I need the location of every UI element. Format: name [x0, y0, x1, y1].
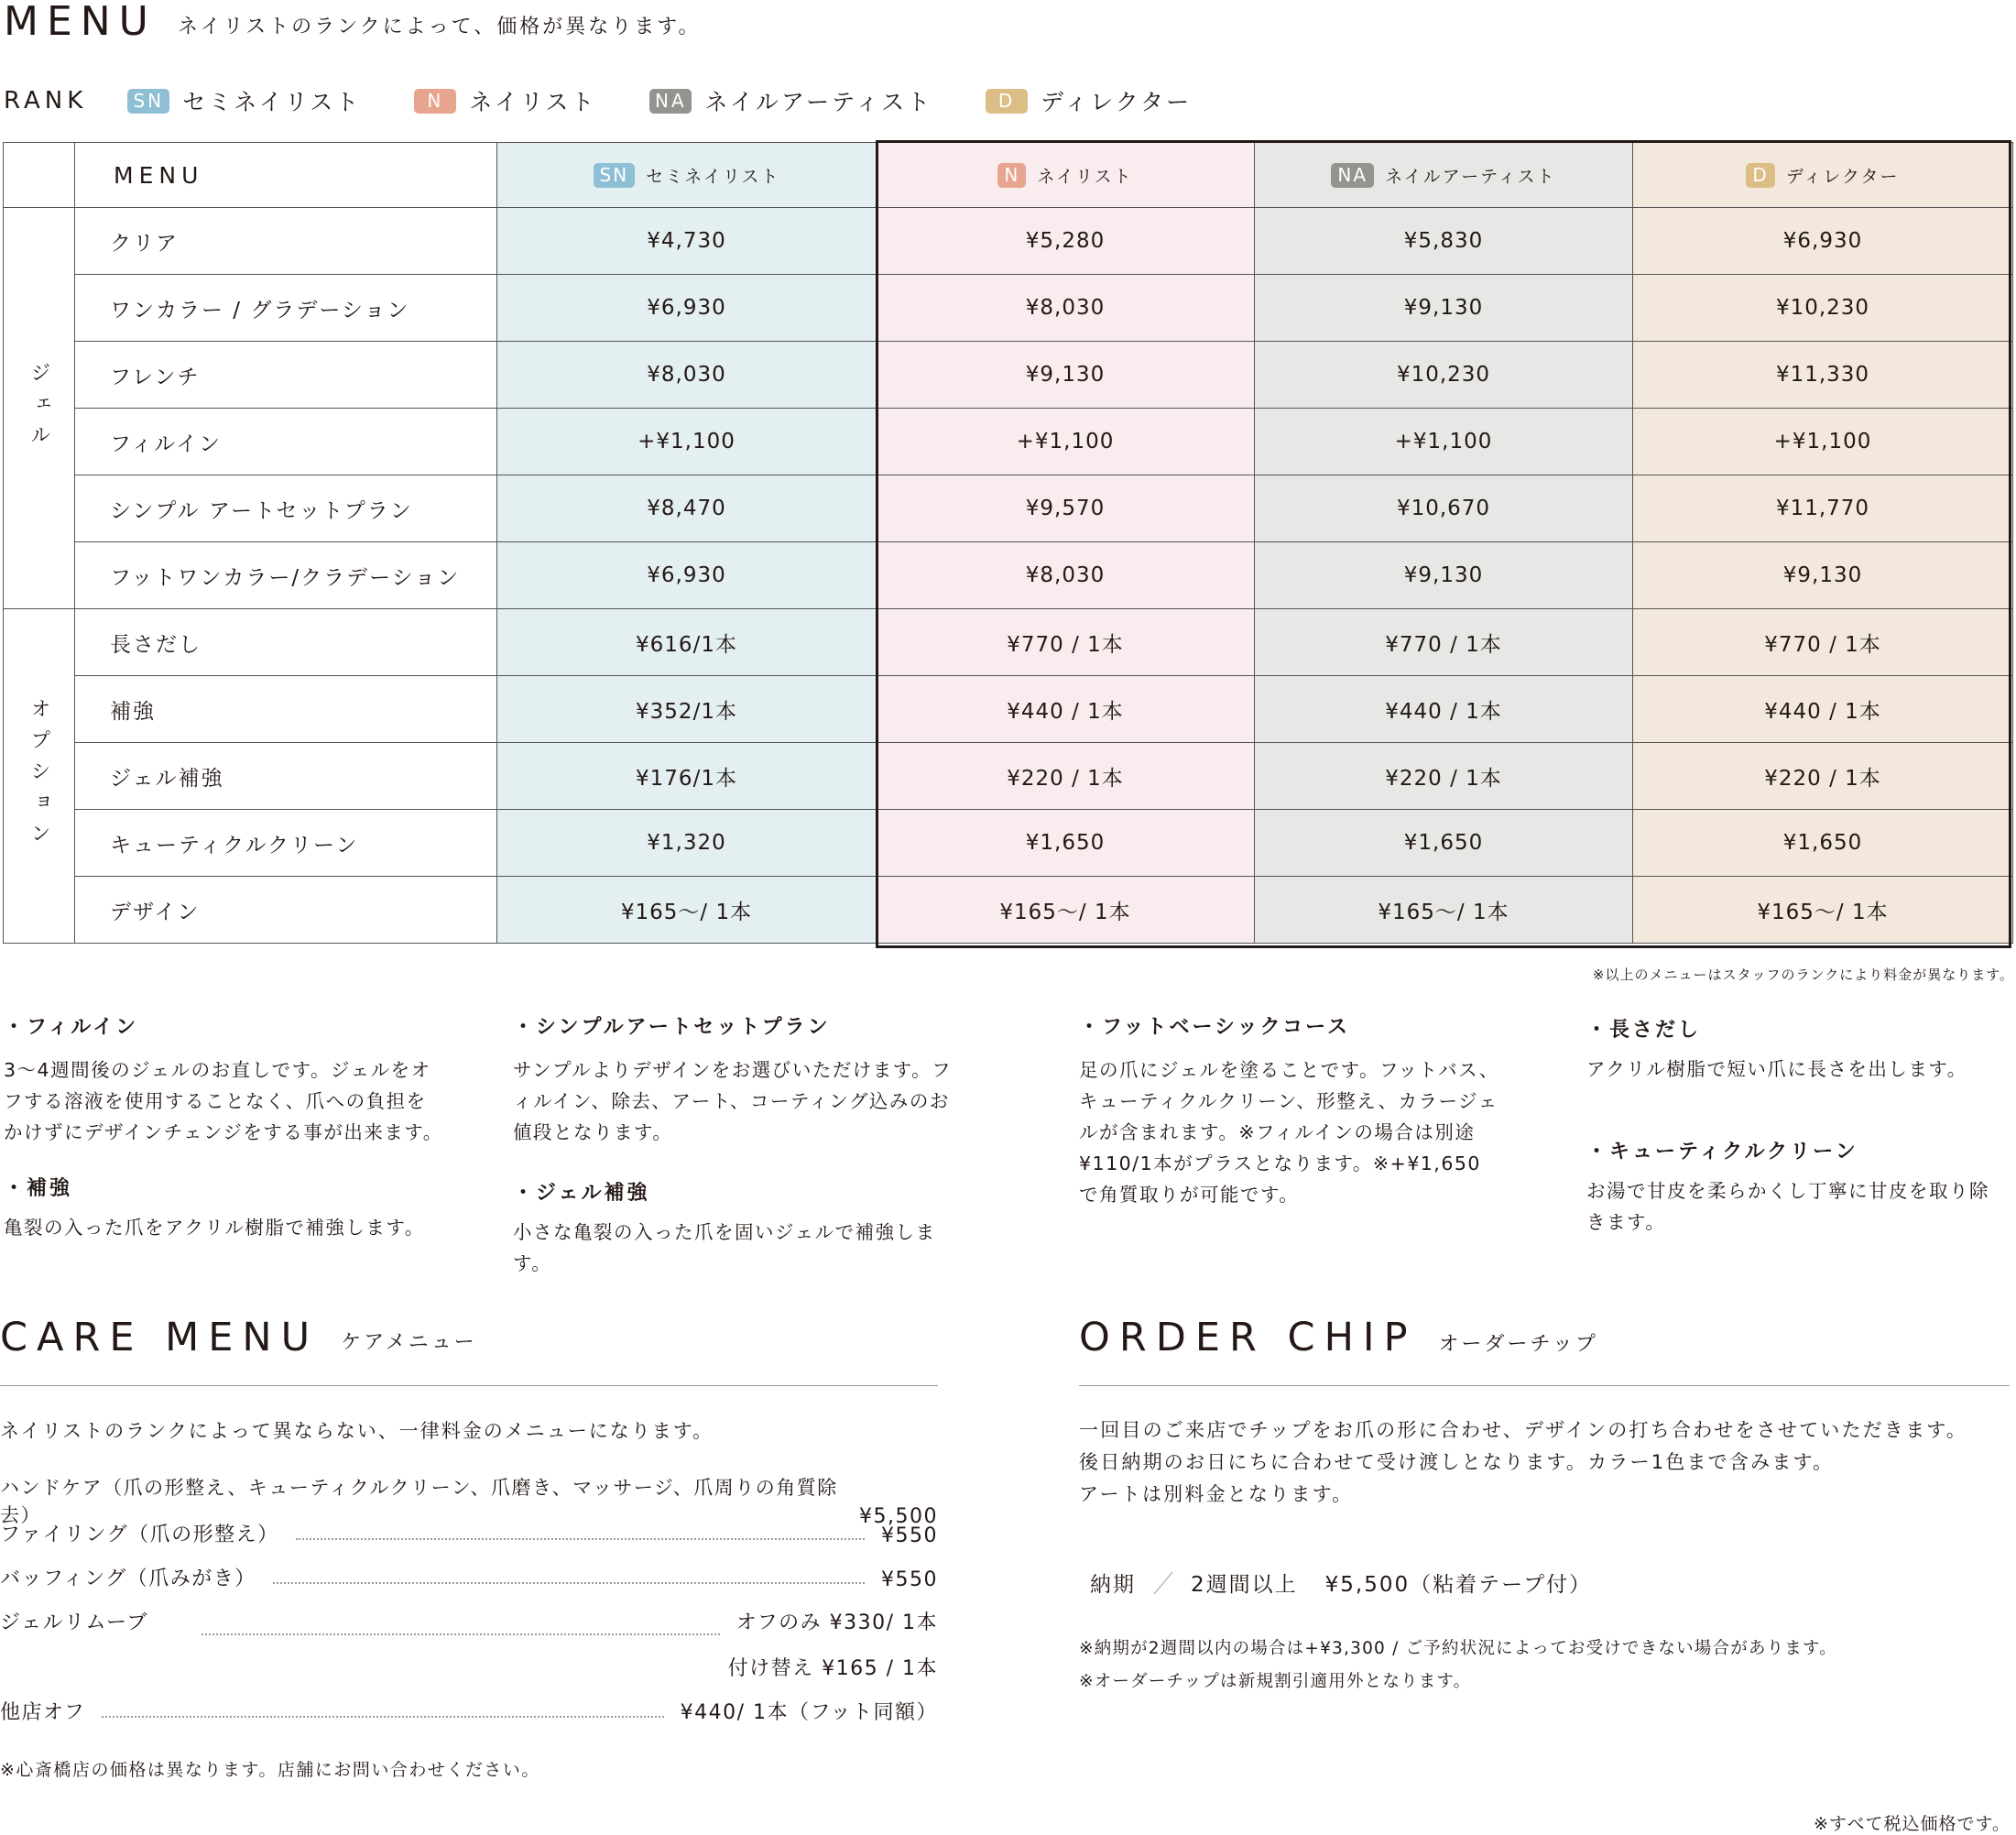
rank-badge-d: D	[986, 89, 1028, 114]
care-menu-intro: ネイリストのランクによって異ならない、一律料金のメニューになります。	[0, 1420, 714, 1442]
price-cell: ¥9,130	[877, 342, 1255, 409]
care-menu-title: CARE MENU	[0, 1315, 320, 1360]
care-item-gel-remove-replace	[0, 1653, 938, 1681]
care-item-price: ¥550	[881, 1568, 938, 1591]
desc-simple-art	[513, 1011, 953, 1148]
desc-text: 亀裂の入った爪をアクリル樹脂で補強します。	[4, 1217, 425, 1239]
rank-item-n	[414, 84, 596, 117]
price-cell: +¥1,100	[1255, 409, 1633, 475]
desc-text: 3～4週間後のジェルのお直しです。ジェルをオフする溶液を使用することなく、爪への負担をかけずにデザインチェンジをする事が出来ます。	[4, 1059, 443, 1143]
desc-title: ・補強	[4, 1177, 73, 1200]
care-item-price: オフのみ ¥330/ 1本	[736, 1611, 938, 1634]
price-cell: ¥11,770	[1633, 475, 2013, 542]
price-cell: ¥8,030	[877, 542, 1255, 609]
care-item-gel-remove	[0, 1607, 938, 1635]
column-label-sn: セミネイリスト	[646, 166, 780, 187]
care-item-buffing	[0, 1563, 938, 1591]
desc-text: 小さな亀裂の入った爪を固いジェルで補強します。	[513, 1221, 936, 1274]
care-menu-subtitle: ケアメニュー	[341, 1331, 477, 1354]
price-cell: ¥165～/ 1本	[497, 877, 877, 944]
desc-text: 足の爪にジェルを塗ることです。フットバス、キューティクルクリーン、形整え、カラージェルが含まれます。※フィルインの場合は別途¥110/1本がプラスとなります。※+¥1,650で角質取りが可能です。	[1079, 1059, 1499, 1206]
order-chip-heading	[1079, 1315, 1598, 1360]
rank-label: RANK	[4, 87, 88, 115]
menu-item-name: 長さだし	[75, 609, 497, 676]
menu-item-name: シンプル アートセットプラン	[75, 475, 497, 542]
care-item-price: ¥5,500	[859, 1505, 938, 1528]
price-cell: ¥8,030	[877, 275, 1255, 342]
price-cell: ¥220 / 1本	[877, 743, 1255, 810]
price-cell: ¥440 / 1本	[1633, 676, 2013, 743]
order-chip-notes	[1079, 1633, 1837, 1698]
column-badge-n: N	[997, 163, 1026, 188]
desc-text: サンプルよりデザインをお選びいただけます。フィルイン、除去、アート、コーティング込みのお値段となります。	[513, 1059, 953, 1143]
price-cell: ¥440 / 1本	[877, 676, 1255, 743]
care-menu-divider	[0, 1385, 938, 1386]
order-chip-line: 一回目のご来店でチップをお爪の形に合わせ、デザインの打ち合わせをさせていただきます。	[1079, 1419, 1967, 1441]
order-chip-delivery	[1090, 1567, 1592, 1598]
table-row	[4, 475, 2013, 542]
column-header-sn	[497, 143, 877, 208]
desc-cuticle	[1586, 1136, 2008, 1238]
price-cell: ¥8,030	[497, 342, 877, 409]
table-row	[4, 609, 2013, 676]
price-cell: ¥9,130	[1255, 542, 1633, 609]
category-label: ジェル	[27, 361, 50, 455]
desc-title: ・長さだし	[1586, 1019, 1702, 1042]
price-cell: ¥352/1本	[497, 676, 877, 743]
care-item-name: バッフィング（爪みがき）	[0, 1567, 256, 1590]
desc-text: アクリル樹脂で短い爪に長さを出します。	[1586, 1058, 1967, 1080]
care-item-price: ¥440/ 1本（フット同額）	[680, 1701, 938, 1724]
price-cell: ¥1,650	[1255, 810, 1633, 877]
column-badge-sn: SN	[594, 163, 636, 188]
price-cell: ¥9,570	[877, 475, 1255, 542]
table-row	[4, 275, 2013, 342]
column-label-d: ディレクター	[1785, 166, 1900, 187]
price-cell: ¥4,730	[497, 208, 877, 275]
price-cell: ¥440 / 1本	[1255, 676, 1633, 743]
desc-title: ・キューティクルクリーン	[1586, 1141, 1858, 1163]
desc-gel-reinforce	[513, 1177, 971, 1279]
table-row	[4, 877, 2013, 944]
leader-dots	[102, 1716, 663, 1718]
leader-dots	[202, 1633, 720, 1635]
desc-foot-basic	[1079, 1011, 1500, 1210]
price-cell: ¥220 / 1本	[1255, 743, 1633, 810]
rank-label-n: ネイリスト	[469, 89, 597, 115]
menu-item-name: 補強	[75, 676, 497, 743]
menu-item-name: ワンカラー / グラデーション	[75, 275, 497, 342]
menu-item-name: デザイン	[75, 877, 497, 944]
column-header-d	[1633, 143, 2013, 208]
delivery-price: ¥5,500（粘着テープ付）	[1324, 1572, 1592, 1597]
price-cell: ¥9,130	[1255, 275, 1633, 342]
desc-fill-in	[4, 1011, 443, 1148]
table-row	[4, 743, 2013, 810]
desc-title: ・シンプルアートセットプラン	[513, 1016, 831, 1039]
order-chip-note: ※オーダーチップは新規割引適用外となります。	[1079, 1672, 1472, 1691]
care-item-price: ¥550	[881, 1524, 938, 1547]
table-row	[4, 409, 2013, 475]
menu-item-name: ジェル補強	[75, 743, 497, 810]
care-item-name: ジェルリムーブ	[0, 1611, 148, 1634]
price-cell: ¥176/1本	[497, 743, 877, 810]
price-cell: ¥10,230	[1633, 275, 2013, 342]
care-menu-note: ※心斎橋店の価格は異なります。店舗にお問い合わせください。	[0, 1760, 540, 1780]
order-chip-description	[1079, 1414, 1967, 1511]
rank-label-na: ネイルアーティスト	[704, 89, 933, 115]
price-cell: ¥9,130	[1633, 542, 2013, 609]
table-row	[4, 342, 2013, 409]
rank-badge-na: NA	[649, 89, 692, 114]
column-header-n	[877, 143, 1255, 208]
category-gel	[4, 208, 75, 609]
category-option	[4, 609, 75, 944]
desc-title: ・ジェル補強	[513, 1182, 650, 1205]
price-cell: ¥1,650	[1633, 810, 2013, 877]
care-menu-heading	[0, 1315, 477, 1360]
care-item-other-shop-off	[0, 1697, 938, 1725]
order-chip-title: ORDER CHIP	[1079, 1315, 1417, 1360]
order-chip-line: アートは別料金となります。	[1079, 1483, 1354, 1505]
desc-title: ・フィルイン	[4, 1016, 139, 1039]
rank-item-na	[649, 84, 932, 117]
category-label: オプション	[27, 698, 50, 854]
price-cell: ¥11,330	[1633, 342, 2013, 409]
rank-badge-sn: SN	[127, 89, 169, 114]
column-badge-d: D	[1746, 163, 1774, 188]
table-menu-header: MENU	[75, 143, 497, 208]
price-cell: ¥5,280	[877, 208, 1255, 275]
leader-dots	[273, 1582, 865, 1584]
desc-reinforce	[4, 1173, 443, 1243]
delivery-period: 2週間以上	[1191, 1572, 1298, 1597]
menu-item-name: クリア	[75, 208, 497, 275]
menu-item-name: フットワンカラー/クラデーション	[75, 542, 497, 609]
price-cell: ¥6,930	[1633, 208, 2013, 275]
rank-label-d: ディレクター	[1041, 89, 1193, 115]
order-chip-line: 後日納期のお日にちに合わせて受け渡しとなります。カラー1色まで含みます。	[1079, 1451, 1835, 1473]
order-chip-note: ※納期が2週間以内の場合は+¥3,300 / ご予約状況によってお受けできない場合があります。	[1079, 1639, 1837, 1658]
table-row	[4, 542, 2013, 609]
price-cell: ¥220 / 1本	[1633, 743, 2013, 810]
table-note: ※以上のメニューはスタッフのランクにより料金が異なります。	[1592, 967, 2014, 983]
price-cell: ¥165～/ 1本	[1633, 877, 2013, 944]
order-chip-divider	[1079, 1385, 2010, 1386]
care-item-price-secondary: 付け替え ¥165 / 1本	[727, 1657, 938, 1680]
rank-item-d	[986, 84, 1192, 117]
column-header-na	[1255, 143, 1633, 208]
rank-badge-n: N	[414, 89, 456, 114]
page-subtitle: ネイリストのランクによって、価格が異なります。	[178, 16, 702, 38]
price-cell: ¥770 / 1本	[1255, 609, 1633, 676]
column-label-na: ネイルアーティスト	[1385, 166, 1556, 187]
table-row	[4, 676, 2013, 743]
delivery-label: 納期	[1090, 1572, 1136, 1597]
price-cell: ¥5,830	[1255, 208, 1633, 275]
price-cell: +¥1,100	[877, 409, 1255, 475]
desc-text: お湯で甘皮を柔らかくし丁寧に甘皮を取り除きます。	[1586, 1180, 1989, 1233]
rank-legend	[4, 82, 1245, 119]
care-item-name: 他店オフ	[0, 1701, 86, 1724]
column-label-n: ネイリスト	[1037, 166, 1133, 187]
price-cell: ¥616/1本	[497, 609, 877, 676]
price-cell: ¥770 / 1本	[1633, 609, 2013, 676]
price-cell: ¥6,930	[497, 542, 877, 609]
price-cell: ¥6,930	[497, 275, 877, 342]
order-chip-subtitle: オーダーチップ	[1438, 1333, 1598, 1356]
menu-item-name: フレンチ	[75, 342, 497, 409]
slash-divider-icon	[1143, 1567, 1183, 1598]
price-cell: ¥10,670	[1255, 475, 1633, 542]
leader-dots	[296, 1538, 865, 1540]
rank-label-sn: セミネイリスト	[182, 89, 362, 115]
price-cell: ¥770 / 1本	[877, 609, 1255, 676]
care-item-name: ハンドケア（爪の形整え、キューティクルクリーン、爪磨き、マッサージ、爪周りの角質除去）	[0, 1477, 838, 1526]
price-cell: +¥1,100	[497, 409, 877, 475]
rank-item-sn	[127, 84, 361, 117]
page-title: MENU	[4, 0, 157, 45]
price-cell: ¥1,320	[497, 810, 877, 877]
price-cell: ¥8,470	[497, 475, 877, 542]
price-cell: ¥1,650	[877, 810, 1255, 877]
menu-item-name: フィルイン	[75, 409, 497, 475]
care-item-name: ファイリング（爪の形整え）	[0, 1524, 279, 1546]
footer-note: ※すべて税込価格です。	[1813, 1814, 2011, 1834]
price-cell: ¥165～/ 1本	[877, 877, 1255, 944]
table-corner	[4, 143, 75, 208]
table-row	[4, 208, 2013, 275]
care-item-filing	[0, 1519, 938, 1547]
column-badge-na: NA	[1331, 163, 1374, 188]
price-cell: ¥165～/ 1本	[1255, 877, 1633, 944]
price-table	[3, 142, 2013, 944]
menu-item-name: キューティクルクリーン	[75, 810, 497, 877]
price-cell: +¥1,100	[1633, 409, 2013, 475]
price-cell: ¥10,230	[1255, 342, 1633, 409]
desc-length	[1586, 1014, 2008, 1085]
table-row	[4, 810, 2013, 877]
desc-title: ・フットベーシックコース	[1079, 1016, 1351, 1039]
